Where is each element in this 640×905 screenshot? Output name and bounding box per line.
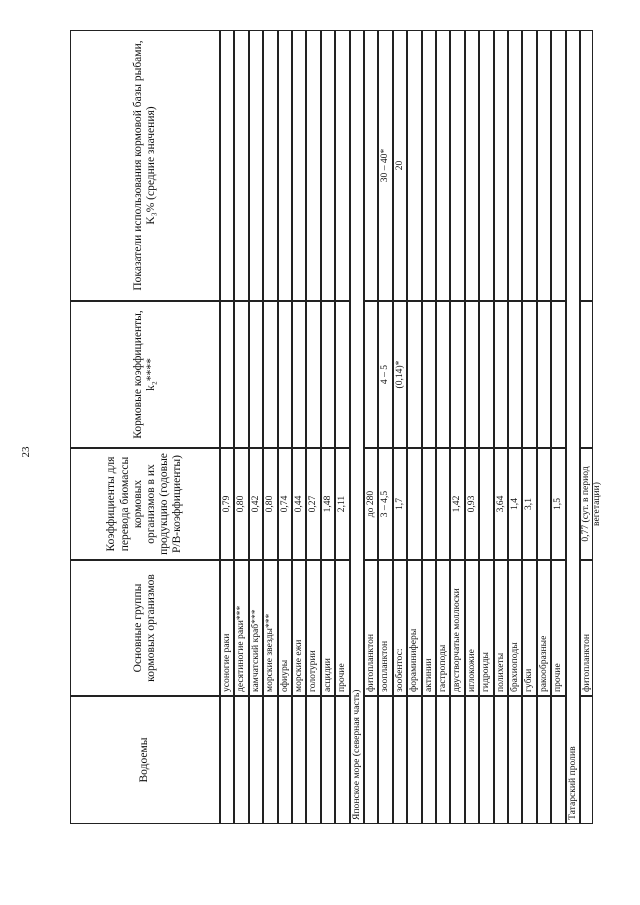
row-pb: 3 – 4,5 bbox=[378, 448, 392, 560]
row-group: морские ежи bbox=[292, 560, 306, 696]
row-pb: 0,44 bbox=[292, 448, 306, 560]
row-usage bbox=[479, 30, 493, 301]
row-water-cell bbox=[494, 696, 508, 824]
row-group: гастроподы bbox=[436, 560, 450, 696]
row-pb: 3,1 bbox=[522, 448, 536, 560]
section-tatar: Татарский пролив bbox=[566, 30, 580, 824]
row-water-cell bbox=[263, 696, 277, 824]
row-feed bbox=[508, 301, 522, 448]
row-feed bbox=[551, 301, 565, 448]
row-water-cell bbox=[522, 696, 536, 824]
row-feed bbox=[234, 301, 248, 448]
row-group: полихеты bbox=[494, 560, 508, 696]
row-water-cell bbox=[508, 696, 522, 824]
row-water-cell bbox=[580, 696, 593, 824]
row-pb: 0,80 bbox=[263, 448, 277, 560]
row-usage: 30 – 40* bbox=[378, 30, 392, 301]
row-feed bbox=[306, 301, 320, 448]
row-water-cell bbox=[393, 696, 407, 824]
row-pb: 0,74 bbox=[278, 448, 292, 560]
row-feed: (0,14)* bbox=[393, 301, 407, 448]
row-water-cell bbox=[278, 696, 292, 824]
row-pb: 2,11 bbox=[335, 448, 349, 560]
row-water-cell bbox=[321, 696, 335, 824]
row-pb: 0,80 bbox=[234, 448, 248, 560]
row-usage bbox=[278, 30, 292, 301]
row-usage bbox=[263, 30, 277, 301]
row-group: двустворчатые моллюски bbox=[450, 560, 464, 696]
row-usage bbox=[249, 30, 263, 301]
tatar-pb: 0,77 (сут. в период вегетации) bbox=[580, 448, 593, 560]
row-water-cell bbox=[479, 696, 493, 824]
row-group: ракообразные bbox=[537, 560, 551, 696]
row-feed: 4 – 5 bbox=[378, 301, 392, 448]
row-usage bbox=[306, 30, 320, 301]
row-usage bbox=[436, 30, 450, 301]
row-group: брахиоподы bbox=[508, 560, 522, 696]
header-water-bodies: Водоемы bbox=[70, 696, 220, 824]
row-water-cell bbox=[378, 696, 392, 824]
tatar-group: фитопланктон bbox=[580, 560, 593, 696]
row-feed bbox=[494, 301, 508, 448]
row-pb: 0,27 bbox=[306, 448, 320, 560]
row-group: актинии bbox=[422, 560, 436, 696]
row-group: асцидии bbox=[321, 560, 335, 696]
row-group: усоногие раки bbox=[220, 560, 234, 696]
row-group: морские звезды*** bbox=[263, 560, 277, 696]
row-group: зоопланктон bbox=[378, 560, 392, 696]
row-group: десятиногие раки*** bbox=[234, 560, 248, 696]
tatar-feed bbox=[580, 301, 593, 448]
row-feed bbox=[292, 301, 306, 448]
row-usage bbox=[407, 30, 421, 301]
row-group: офиуры bbox=[278, 560, 292, 696]
row-pb: 3,64 bbox=[494, 448, 508, 560]
row-feed bbox=[522, 301, 536, 448]
row-feed bbox=[263, 301, 277, 448]
row-group: камчатский краб*** bbox=[249, 560, 263, 696]
row-water-cell bbox=[436, 696, 450, 824]
table-frame bbox=[70, 30, 602, 824]
header-pb-coeff: Коэффициенты для перевода биомассы кормовых организмов в их продукцию (годовые P/B-коэффициенты) bbox=[70, 448, 220, 560]
header-feed-coeff: Кормовые коэффициенты, k₂**** bbox=[70, 301, 220, 448]
row-feed bbox=[479, 301, 493, 448]
row-feed bbox=[450, 301, 464, 448]
row-pb bbox=[436, 448, 450, 560]
row-pb bbox=[422, 448, 436, 560]
row-pb: 1,42 bbox=[450, 448, 464, 560]
row-water-cell bbox=[234, 696, 248, 824]
section-japan: Японское море (северная часть) bbox=[350, 30, 364, 824]
row-pb bbox=[537, 448, 551, 560]
row-usage bbox=[335, 30, 349, 301]
row-usage bbox=[465, 30, 479, 301]
row-usage bbox=[522, 30, 536, 301]
row-pb: 1,4 bbox=[508, 448, 522, 560]
row-group: губки bbox=[522, 560, 536, 696]
row-group: голотурии bbox=[306, 560, 320, 696]
row-usage bbox=[364, 30, 378, 301]
header-groups: Основные группы кормовых организмов bbox=[70, 560, 220, 696]
row-pb: 1,7 bbox=[393, 448, 407, 560]
row-feed bbox=[220, 301, 234, 448]
row-feed bbox=[407, 301, 421, 448]
tatar-usage bbox=[580, 30, 593, 301]
row-feed bbox=[249, 301, 263, 448]
row-group: прочие bbox=[335, 560, 349, 696]
row-water-cell bbox=[220, 696, 234, 824]
rotated-page bbox=[70, 30, 602, 824]
row-feed bbox=[465, 301, 479, 448]
row-group: фораминиферы bbox=[407, 560, 421, 696]
row-usage bbox=[494, 30, 508, 301]
page-number: 23 bbox=[20, 446, 32, 458]
row-feed bbox=[537, 301, 551, 448]
row-feed bbox=[321, 301, 335, 448]
row-usage bbox=[321, 30, 335, 301]
row-feed bbox=[422, 301, 436, 448]
row-water-cell bbox=[465, 696, 479, 824]
row-pb: 1,48 bbox=[321, 448, 335, 560]
row-pb bbox=[407, 448, 421, 560]
row-water-cell bbox=[422, 696, 436, 824]
row-feed bbox=[278, 301, 292, 448]
row-group: гидроиды bbox=[479, 560, 493, 696]
row-usage bbox=[508, 30, 522, 301]
row-usage bbox=[450, 30, 464, 301]
row-water-cell bbox=[450, 696, 464, 824]
row-pb bbox=[479, 448, 493, 560]
row-usage: 20 bbox=[393, 30, 407, 301]
row-feed bbox=[364, 301, 378, 448]
row-pb: 1,5 bbox=[551, 448, 565, 560]
row-feed bbox=[335, 301, 349, 448]
row-usage bbox=[220, 30, 234, 301]
row-water-cell bbox=[249, 696, 263, 824]
row-usage bbox=[551, 30, 565, 301]
row-usage bbox=[422, 30, 436, 301]
row-pb: до 280 bbox=[364, 448, 378, 560]
row-group: иглокожие bbox=[465, 560, 479, 696]
row-usage bbox=[292, 30, 306, 301]
row-group: зообентос: bbox=[393, 560, 407, 696]
row-group: прочие bbox=[551, 560, 565, 696]
row-pb: 0,42 bbox=[249, 448, 263, 560]
header-usage: Показатели использования кормовой базы рыбами, K₃% (средние значения) bbox=[70, 30, 220, 301]
row-pb: 0,93 bbox=[465, 448, 479, 560]
row-usage bbox=[537, 30, 551, 301]
row-water-cell bbox=[551, 696, 565, 824]
row-usage bbox=[234, 30, 248, 301]
row-feed bbox=[436, 301, 450, 448]
row-water-cell bbox=[537, 696, 551, 824]
row-group: фитопланктон bbox=[364, 560, 378, 696]
row-water-cell bbox=[364, 696, 378, 824]
row-water-cell bbox=[306, 696, 320, 824]
row-pb: 0,79 bbox=[220, 448, 234, 560]
row-water-cell bbox=[335, 696, 349, 824]
row-water-cell bbox=[407, 696, 421, 824]
row-water-cell bbox=[292, 696, 306, 824]
